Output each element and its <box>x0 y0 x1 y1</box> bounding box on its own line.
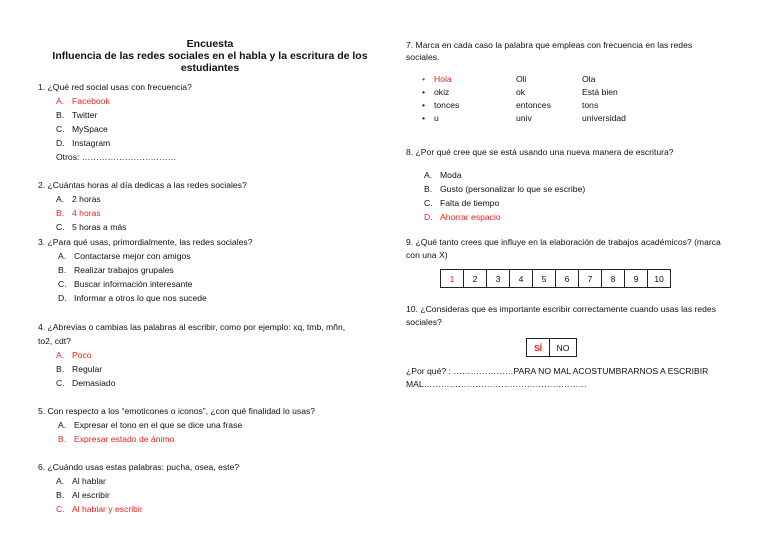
q8-option-b[interactable]: B. Gusto (personalizar lo que se escribe) <box>424 184 586 194</box>
q8-option-d[interactable]: D. Ahorrar espacio <box>424 212 501 222</box>
q7-row1-word2[interactable]: Oli <box>516 74 527 84</box>
q7-row1-word3[interactable]: Ola <box>582 74 596 84</box>
survey-subtitle-line2: estudiantes <box>180 62 240 74</box>
q4-option-c[interactable]: C. Demasiado <box>56 378 116 388</box>
question-7-line2: sociales. <box>406 52 440 62</box>
q9-scale-8[interactable]: 8 <box>602 270 625 288</box>
q6-option-c[interactable]: C. Al hablar y escribir <box>56 504 143 514</box>
q7-row4-word1[interactable]: • u <box>422 113 439 123</box>
q10-why-line1[interactable]: ¿Por qué? : …………………PARA NO MAL ACOSTUMBRARNOS A ESCRIBIR <box>406 366 709 376</box>
question-2: 2. ¿Cuántas horas al día dedicas a las redes sociales? <box>38 180 247 190</box>
q3-option-c[interactable]: C. Buscar información interesante <box>58 279 193 289</box>
q4-option-b[interactable]: B. Regular <box>56 364 103 374</box>
q9-scale-6[interactable]: 6 <box>556 270 579 288</box>
question-5: 5. Con respecto a los “emoticones o iconos”, ¿con qué finalidad lo usas? <box>38 406 316 416</box>
q7-row2-word2[interactable]: ok <box>516 87 526 97</box>
question-9-line2: con una X) <box>406 250 448 260</box>
q6-option-a[interactable]: A. Al hablar <box>56 476 106 486</box>
q9-scale-7[interactable]: 7 <box>579 270 602 288</box>
question-9-line1: 9. ¿Qué tanto crees que influye en la elaboración de trabajos académicos? (marca <box>406 237 721 247</box>
q7-row1-word1[interactable]: • Hola <box>422 74 452 84</box>
q7-row4-word2[interactable]: univ <box>516 113 532 123</box>
q4-option-a[interactable]: A. Poco <box>56 350 92 360</box>
q9-scale-9[interactable]: 9 <box>625 270 648 288</box>
question-10-line2: sociales? <box>406 317 442 327</box>
q10-why-line2[interactable]: MAL………………………………………………… <box>406 379 587 389</box>
q1-otros-field[interactable]: Otros: …………………………… <box>56 152 177 162</box>
question-10-line1: 10. ¿Consideras que es importante escribir correctamente cuando usas las redes <box>406 304 717 314</box>
q7-row4-word3[interactable]: universidad <box>582 113 626 123</box>
survey-title: Encuesta <box>186 38 234 50</box>
question-4-line1: 4. ¿Abrevias o cambias las palabras al escribir, como por ejemplo: xq, tmb, mñn, <box>38 322 346 332</box>
question-3: 3. ¿Para qué usas, primordialmente, las redes sociales? <box>38 237 253 247</box>
q3-option-d[interactable]: D. Informar a otros lo que nos sucede <box>58 293 207 303</box>
q1-option-a[interactable]: A. Facebook <box>56 96 110 106</box>
q2-option-c[interactable]: C. 5 horas a más <box>56 222 127 232</box>
q3-option-b[interactable]: B. Realizar trabajos grupales <box>58 265 174 275</box>
q7-row3-word1[interactable]: • tonces <box>422 100 460 110</box>
q1-option-d[interactable]: D. Instagram <box>56 138 111 148</box>
q9-scale-5[interactable]: 5 <box>533 270 556 288</box>
q8-option-a[interactable]: A. Moda <box>424 170 462 180</box>
q3-option-a[interactable]: A. Contactarse mejor con amigos <box>58 251 191 261</box>
question-1: 1. ¿Qué red social usas con frecuencia? <box>38 82 192 92</box>
q9-scale-4[interactable]: 4 <box>510 270 533 288</box>
q1-option-c[interactable]: C. MySpace <box>56 124 108 134</box>
q7-row2-word1[interactable]: • okiz <box>422 87 450 97</box>
q7-row3-word2[interactable]: entonces <box>516 100 551 110</box>
q10-yes-option[interactable]: SÍ <box>527 339 550 357</box>
q6-option-b[interactable]: B. Al escribir <box>56 490 110 500</box>
q10-yes-no <box>526 338 577 357</box>
q9-scale-1[interactable]: 1 <box>441 270 464 288</box>
q7-row2-word3[interactable]: Está bien <box>582 87 618 97</box>
question-6: 6. ¿Cuándo usas estas palabras: pucha, osea, este? <box>38 462 240 472</box>
q9-rating-scale <box>440 269 671 288</box>
q2-option-a[interactable]: A. 2 horas <box>56 194 101 204</box>
q1-option-b[interactable]: B. Twitter <box>56 110 98 120</box>
q9-scale-3[interactable]: 3 <box>487 270 510 288</box>
q10-no-option[interactable]: NO <box>550 339 577 357</box>
q9-scale-10[interactable]: 10 <box>648 270 671 288</box>
q5-option-a[interactable]: A. Expresar el tono en el que se dice una frase <box>58 420 243 430</box>
survey-subtitle-line1: Influencia de las redes sociales en el habla y la escritura de los <box>52 50 368 62</box>
question-7-line1: 7. Marca en cada caso la palabra que empleas con frecuencia en las redes <box>406 40 693 50</box>
q2-option-b[interactable]: B. 4 horas <box>56 208 101 218</box>
q5-option-b[interactable]: B. Expresar estado de ánimo <box>58 434 175 444</box>
question-8: 8. ¿Por qué cree que se está usando una nueva manera de escritura? <box>406 147 674 157</box>
q9-scale-2[interactable]: 2 <box>464 270 487 288</box>
question-4-line2: to2, cdt? <box>38 336 71 346</box>
q7-row3-word3[interactable]: tons <box>582 100 599 110</box>
q8-option-c[interactable]: C. Falta de tiempo <box>424 198 500 208</box>
